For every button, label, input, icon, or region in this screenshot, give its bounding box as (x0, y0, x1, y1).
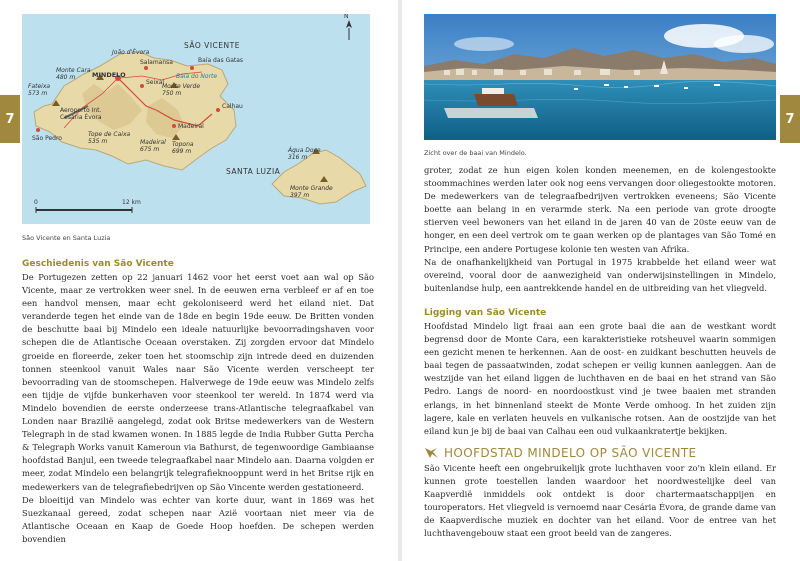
paragraph: Hoofdstad Mindelo ligt fraai aan een grote baai die aan de westkant wordt begrensd door de Monte Cara, een karakteristieke rotsheuvel waarin sommigen een gezicht menen te herkennen. Aan de oost- en zuidkant beschutten heuvels de baai tegen de passaatwinden, zodat schepen er veilig kunnen aanleggen. Aan de westzijde van het eiland liggen de luchthaven en de baai en het strand van São Pedro. Langs de noord- en noordoostkust vind je twee baaien met stranden erlangs, in het binnenland steekt de Monte Verde omhoog. In het zuiden zijn lagere, kale en verlaten heuvels en vulkanische rotsen. Aan de oostzijde van het eiland kun je bij de baai van Calhau een oud vulkaankratertje bekijken. (424, 320, 776, 436)
photo-caption: Zicht over de baai van Mindelo. (424, 149, 527, 157)
place-tope-de-caixa: Tope de Caixa 535 m (88, 131, 131, 145)
island-label-santa-luzia: SANTA LUZIA (226, 167, 281, 176)
place-topona: Topona 699 m (172, 141, 194, 155)
scale-distance-label: 12 km (122, 199, 141, 206)
section-heading-ligging: Ligging van São Vicente (424, 307, 547, 318)
place-seixal: Seixal (146, 79, 165, 86)
compass-label: N (344, 14, 349, 20)
paragraph: groter, zodat ze hun eigen kolen konden meenemen, en de kolengestookte stoommachines werden later ook nog eens vervangen door oliegestookte motoren. De medewerkers van de telegraafbedrijven vertrokken eveneens; São Vicente boette aan belang in en verarmde sterk. Na een periode van grote droogte stierven veel bewoners van het eiland in de jaren 40 van de 20ste eeuw van de honger, en een deel vertrok om te gaan werken op de plantages van São Tomé en Principe, een andere Portugese kolonie ten westen van Afrika. (424, 165, 776, 254)
harbor-photo-graphic (424, 14, 776, 140)
madeiral-marker (172, 124, 176, 128)
bay-label: Baía do Norte (176, 73, 218, 80)
gatas-marker (190, 66, 194, 70)
calhau-marker (216, 108, 220, 112)
place-calhau: Calhau (222, 103, 243, 110)
seixal-marker (140, 84, 144, 88)
island-map (22, 14, 370, 224)
page-number-tab-right (780, 95, 800, 143)
island-label-sao-vicente: SÃO VICENTE (184, 41, 240, 50)
map-caption: São Vicente en Santa Luzia (22, 234, 111, 242)
paragraph: De bloeitijd van Mindelo was echter van korte duur, want in 1869 was het Suezkanaal gereed, zodat schepen naar Azië voortaan niet meer via de Atlantische Oceaan en Kaap de Goede Hoop hoefden. De schepen werden bovendien (22, 494, 374, 544)
page-number-right: 7 (785, 111, 795, 127)
harbor-photo (424, 14, 776, 140)
paragraph: Na de onafhankelijkheid van Portugal in 1975 krabbelde het eiland weer wat overeind, vooral door de aanwezigheid van onderwijsinstellingen in Mindelo, buitenlandse hulp, een aantrekkende handel en de uitbreiding van het vliegveld. (424, 256, 776, 293)
salamansa-marker (144, 66, 148, 70)
place-madeiral: Madeiral (178, 123, 204, 130)
section-heading-geschiedenis: Geschiedenis van São Vicente (22, 259, 174, 269)
page-number-tab-left (0, 95, 20, 143)
page-number-left: 7 (5, 111, 15, 127)
place-salamansa: Salamansa (140, 59, 173, 66)
place-mindelo: MINDELO (92, 71, 126, 79)
place-monte-verde: Monte Verde 750 m (162, 83, 201, 97)
place-madeiral-peak: Madeiral 675 m (140, 139, 166, 153)
place-aeroporto: Aeroporto Int. Cesária Évora (60, 107, 102, 121)
feature-arrow-icon (424, 446, 440, 460)
place-fateixa: Fateixa 573 m (28, 83, 51, 97)
place-agua-doce: Água Doce 316 m (288, 147, 321, 161)
place-joao-d-evora: João d'Évora (112, 49, 150, 56)
paragraph: De Portugezen zetten op 22 januari 1462 voor het eerst voet aan wal op São Vicente, maar ze vertrokken weer snel. In de eeuwen erna verbleef er af en toe een handvol mensen, maar echt gekoloniseerd werd het eiland niet. Dat veranderde tegen het einde van de 18de en begin 19de eeuw. De Britten vonden de beschutte baai bij Mindelo een ideale natuurlijke bevoorradingshaven voor schepen die de Atlantische Oceaan overstaken. Zij zorgden ervoor dat Mindelo groeide en floreerde, zeker toen het stoomschip zijn intrede deed en duizenden tonnen steenkool vanuit Wales naar São Vicente werden verscheept ter bevoorrading van de stoomschepen. Halverwege de 19de eeuw was Mindelo zelfs een tijdje de vijfde bunkerhaven voor steenkool ter wereld. In 1874 werd via Mindelo bovendien de eerste onderzeese trans-Atlantische telegraafkabel van Londen naar Brazilië aangelegd, zodat ook Britse medewerkers van de Western Telegraph in de stad kwamen wonen. In 1885 legde de India Rubber Gutta Percha & Telegraph Works vanuit Kameroun via Bathurst, de tegenwoordige Gambiaanse hoofdstad Banjul, een tweede telegraafkabel naar Mindelo aan. Daarna volgden er meer, zodat Mindelo een belangrijk telegrafieknooppunt werd in het Britse rijk en medewerkers van de telegrafiebedrijven op São Vincente werden gestationeerd. (22, 272, 374, 492)
left-text-column (22, 258, 374, 546)
paragraph: São Vicente heeft een ongebruikelijk grote luchthaven voor zo'n klein eiland. Er kunnen grote toestellen landen waardoor het noordwestelijke deel van Kaapverdië inmiddels ook ontdekt is door chartermaatschappijen en touroperators. Het vliegveld is vernoemd naar Cesária Évora, de grande dame van de Kaapverdische muziek en dochter van het eiland. Voor de entree van het luchthavengebouw staat een groot beeld van de zangeres. (424, 462, 776, 539)
saopedro-marker (36, 128, 40, 132)
feature-heading-text: HOOFDSTAD MINDELO OP SÃO VICENTE (444, 445, 697, 460)
place-sao-pedro: São Pedro (32, 135, 62, 142)
place-monte-grande: Monte Grande 397 m (290, 185, 333, 199)
right-text-column (424, 164, 776, 540)
compass-arrow-icon (346, 20, 352, 28)
place-baia-das-gatas: Baía das Gatas (198, 57, 244, 64)
scale-zero-label: 0 (34, 199, 38, 206)
place-monte-cara: Monte Cara 480 m (56, 67, 91, 81)
feature-heading (424, 446, 776, 460)
